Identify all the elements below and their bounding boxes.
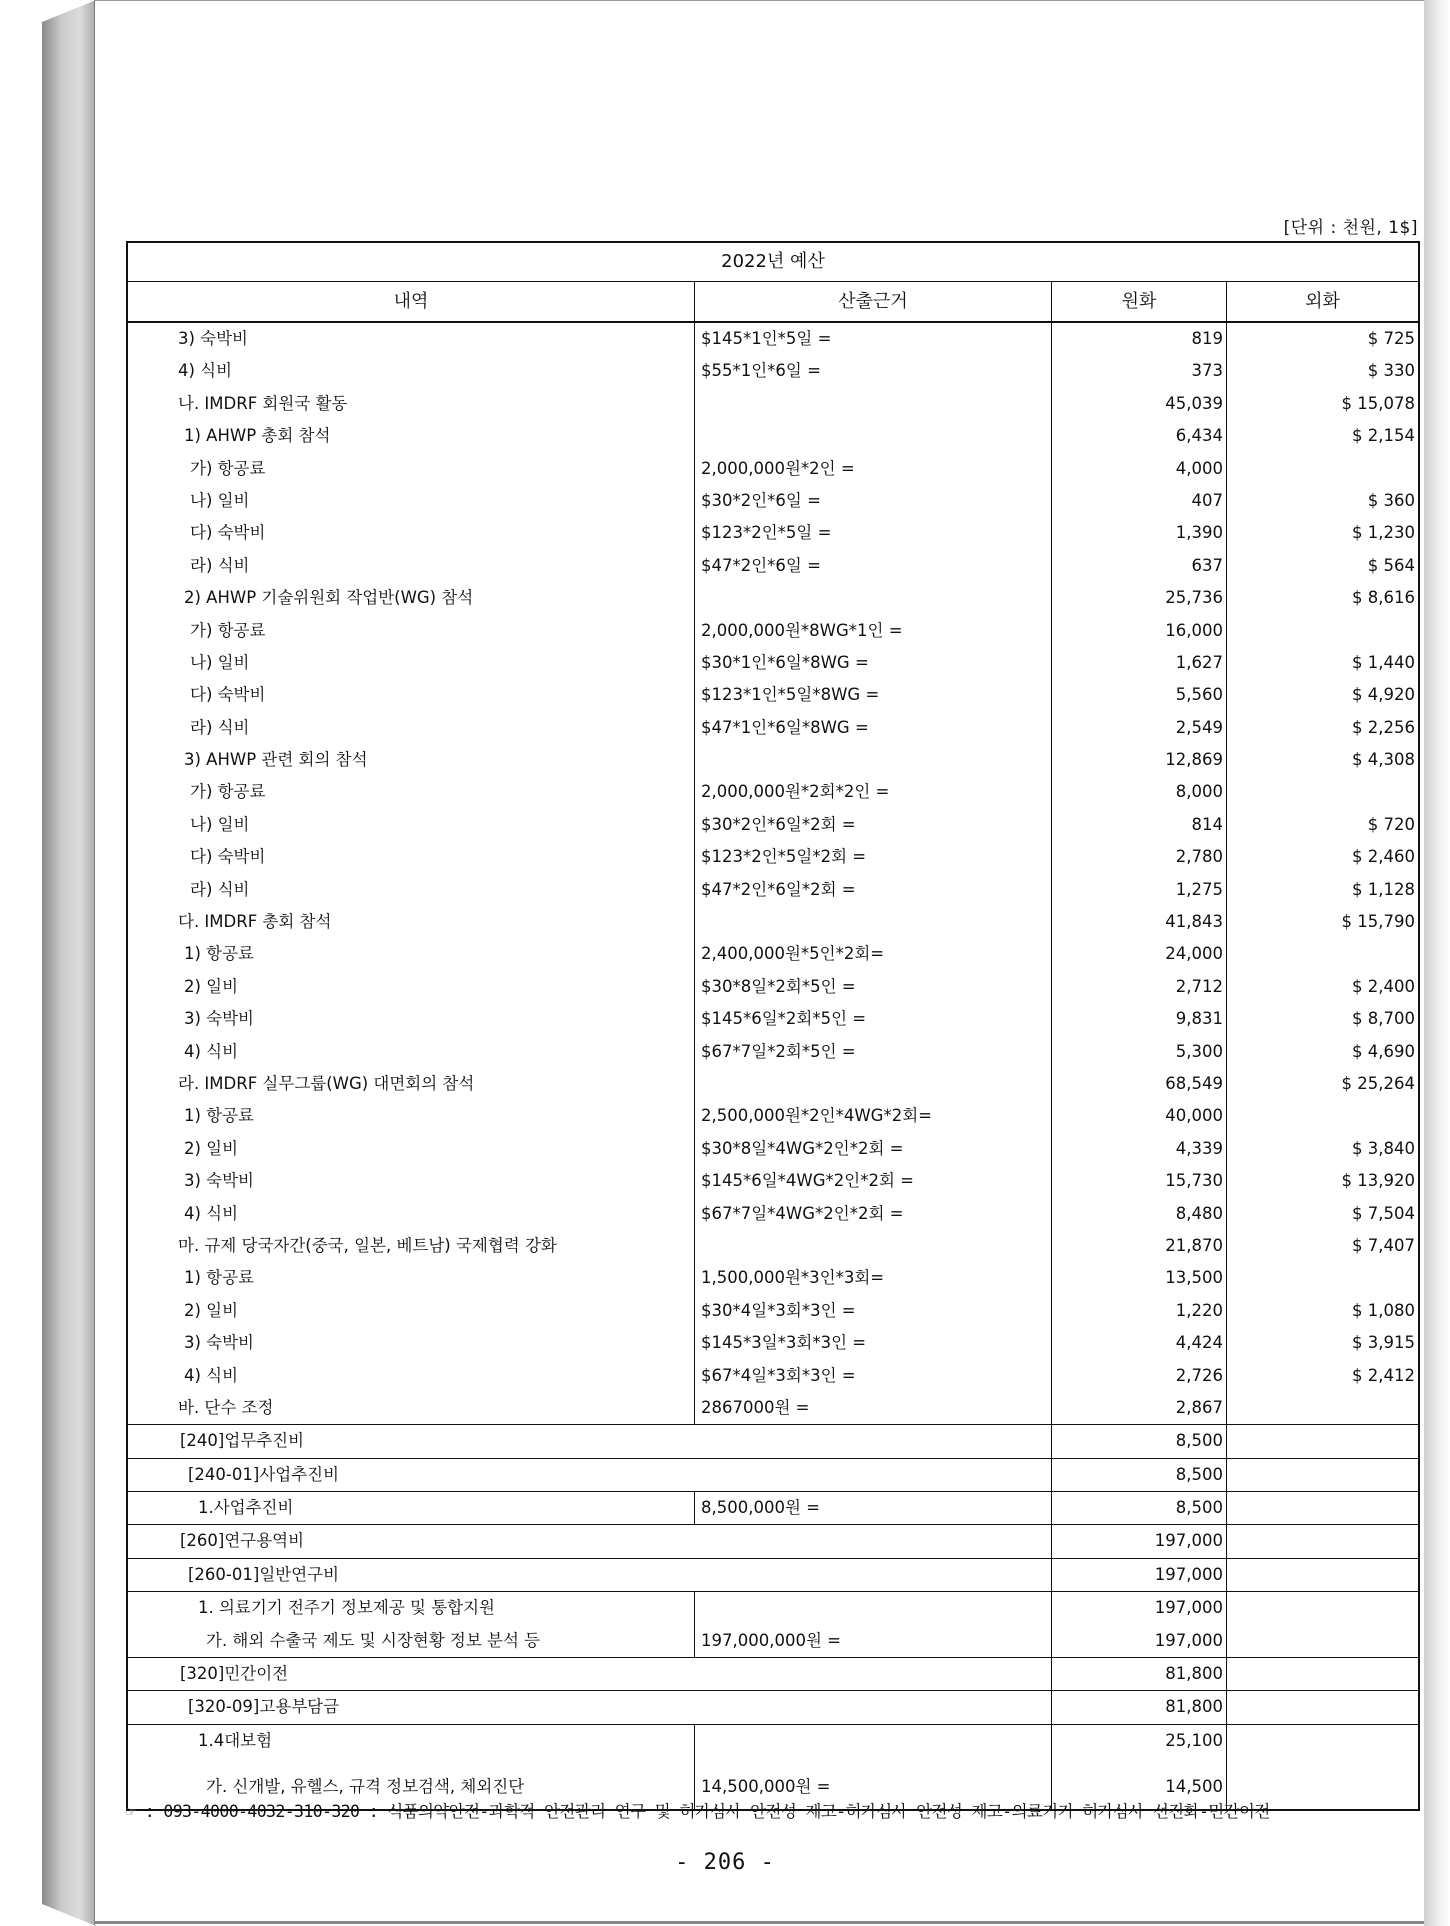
row-krw: 2,726 <box>1052 1360 1227 1392</box>
row-usd: $ 4,308 <box>1352 750 1415 770</box>
header-basis: 산출근거 <box>695 282 1052 321</box>
row-usd: $ 330 <box>1367 361 1415 381</box>
row-krw: 197,000 <box>1052 1592 1227 1624</box>
row-item: 3) AHWP 관련 회의 참석 <box>128 744 695 776</box>
row-item: 1) AHWP 총회 참석 <box>128 420 695 452</box>
row-item: 1. 의료기기 전주기 정보제공 및 통합지원 <box>128 1592 695 1624</box>
row-basis <box>695 1230 1052 1262</box>
row-usd <box>1227 1658 1418 1690</box>
table-row <box>128 1327 1418 1359</box>
row-item: 나. IMDRF 회원국 활동 <box>128 388 695 420</box>
row-item: 가. 해외 수출국 제도 및 시장현황 정보 분석 등 <box>128 1625 695 1657</box>
row-usd <box>1227 1492 1418 1524</box>
row-usd: $ 15,078 <box>1341 393 1415 413</box>
row-basis <box>695 906 1052 938</box>
row-item: 3) 숙박비 <box>128 1003 695 1035</box>
row-usd: $ 2,412 <box>1352 1365 1415 1385</box>
row-basis: $30*1인*6일*8WG = <box>695 647 1052 679</box>
table-row <box>128 971 1418 1003</box>
table-row <box>128 1491 1418 1524</box>
row-basis <box>695 1658 1052 1690</box>
row-krw: 45,039 <box>1052 388 1227 420</box>
table-row <box>128 874 1418 906</box>
row-krw: 1,627 <box>1052 647 1227 679</box>
row-item: 가. 신개발, 유헬스, 규격 정보검색, 체외진단 <box>128 1757 695 1809</box>
row-krw: 8,500 <box>1052 1425 1227 1457</box>
row-krw: 81,800 <box>1052 1658 1227 1690</box>
budget-table <box>126 241 1420 1811</box>
row-usd <box>1227 1525 1418 1557</box>
row-usd: $ 7,504 <box>1352 1203 1415 1223</box>
table-caption: 2022년 예산 <box>128 243 1418 282</box>
row-krw: 197,000 <box>1052 1525 1227 1557</box>
table-row <box>128 1392 1418 1424</box>
row-basis: $30*4일*3회*3인 = <box>695 1295 1052 1327</box>
table-row <box>128 1524 1418 1557</box>
row-basis <box>695 1425 1052 1457</box>
row-basis: 1,500,000원*3인*3회= <box>695 1262 1052 1294</box>
table-row <box>128 1003 1418 1035</box>
table-row <box>128 776 1418 808</box>
table-row <box>128 388 1418 420</box>
row-krw: 24,000 <box>1052 938 1227 970</box>
table-body <box>128 323 1418 1809</box>
row-krw: 25,100 <box>1052 1725 1227 1757</box>
row-basis: $123*2인*5일 = <box>695 517 1052 549</box>
table-row <box>128 744 1418 776</box>
table-row <box>128 906 1418 938</box>
row-usd <box>1227 453 1418 485</box>
row-item: 4) 식비 <box>128 1360 695 1392</box>
row-basis: $47*2인*6일*2회 = <box>695 874 1052 906</box>
table-row <box>128 1657 1418 1690</box>
row-basis: 2,400,000원*5인*2회= <box>695 938 1052 970</box>
row-usd: $ 8,700 <box>1352 1009 1415 1029</box>
row-krw: 13,500 <box>1052 1262 1227 1294</box>
row-usd: $ 1,128 <box>1352 879 1415 899</box>
row-item: 나) 일비 <box>128 485 695 517</box>
table-row <box>128 485 1418 517</box>
row-item: 가) 항공료 <box>128 776 695 808</box>
table-row <box>128 1724 1418 1757</box>
row-item: 3) 숙박비 <box>128 323 695 355</box>
row-basis: $30*2인*6일 = <box>695 485 1052 517</box>
row-krw: 8,000 <box>1052 776 1227 808</box>
table-row <box>128 1360 1418 1392</box>
row-item: 라) 식비 <box>128 874 695 906</box>
row-krw: 12,869 <box>1052 744 1227 776</box>
table-row <box>128 1230 1418 1262</box>
row-basis <box>695 1459 1052 1491</box>
row-basis: 197,000,000원 = <box>695 1625 1052 1657</box>
table-row <box>128 1100 1418 1132</box>
row-basis: $123*2인*5일*2회 = <box>695 841 1052 873</box>
row-item: 가) 항공료 <box>128 453 695 485</box>
row-basis: 2,000,000원*2회*2인 = <box>695 776 1052 808</box>
row-krw: 1,390 <box>1052 517 1227 549</box>
row-krw: 9,831 <box>1052 1003 1227 1035</box>
row-krw: 1,275 <box>1052 874 1227 906</box>
row-usd: $ 4,920 <box>1352 685 1415 705</box>
row-basis: 2867000원 = <box>695 1392 1052 1424</box>
row-usd: $ 2,154 <box>1352 426 1415 446</box>
row-item: 다) 숙박비 <box>128 679 695 711</box>
row-usd: $ 1,080 <box>1352 1300 1415 1320</box>
row-item: 2) 일비 <box>128 1133 695 1165</box>
row-basis: $67*7일*2회*5인 = <box>695 1036 1052 1068</box>
table-row <box>128 647 1418 679</box>
row-usd <box>1227 1100 1418 1132</box>
row-usd <box>1227 1425 1418 1457</box>
row-basis <box>695 1725 1052 1757</box>
table-row <box>128 1690 1418 1723</box>
row-item: [260-01]일반연구비 <box>188 1564 340 1584</box>
row-basis <box>695 744 1052 776</box>
row-basis <box>695 420 1052 452</box>
row-krw: 4,000 <box>1052 453 1227 485</box>
row-item: 3) 숙박비 <box>128 1165 695 1197</box>
row-basis <box>695 1559 1052 1591</box>
table-row <box>128 453 1418 485</box>
row-krw: 21,870 <box>1052 1230 1227 1262</box>
row-krw: 5,300 <box>1052 1036 1227 1068</box>
header-usd: 외화 <box>1305 291 1340 312</box>
table-row <box>128 1068 1418 1100</box>
row-basis: $30*8일*2회*5인 = <box>695 971 1052 1003</box>
row-item: 다) 숙박비 <box>128 517 695 549</box>
row-krw: 8,500 <box>1052 1459 1227 1491</box>
row-usd: $ 7,407 <box>1352 1235 1415 1255</box>
row-basis: $30*2인*6일*2회 = <box>695 809 1052 841</box>
row-item: 4) 식비 <box>128 1198 695 1230</box>
row-usd: $ 8,616 <box>1352 588 1415 608</box>
row-usd: $ 2,256 <box>1352 717 1415 737</box>
row-usd: $ 1,230 <box>1352 523 1415 543</box>
row-basis <box>695 1068 1052 1100</box>
row-basis <box>695 1592 1052 1624</box>
table-row <box>128 1262 1418 1294</box>
row-basis: $67*7일*4WG*2인*2회 = <box>695 1198 1052 1230</box>
row-krw: 2,549 <box>1052 712 1227 744</box>
table-row <box>128 1625 1418 1657</box>
table-row <box>128 615 1418 647</box>
row-krw: 197,000 <box>1052 1559 1227 1591</box>
row-krw: 14,500 <box>1052 1757 1227 1809</box>
row-krw: 5,560 <box>1052 679 1227 711</box>
table-row <box>128 1036 1418 1068</box>
row-usd: $ 2,400 <box>1352 976 1415 996</box>
table-row <box>128 420 1418 452</box>
row-item: 마. 규제 당국자간(중국, 일본, 베트남) 국제협력 강화 <box>128 1230 695 1262</box>
table-row <box>128 938 1418 970</box>
row-usd <box>1227 1691 1418 1723</box>
row-usd: $ 360 <box>1367 490 1415 510</box>
page-edge-shadow <box>1424 0 1450 1926</box>
row-krw: 8,500 <box>1052 1492 1227 1524</box>
table-row <box>128 355 1418 387</box>
table-row <box>128 1458 1418 1491</box>
row-basis <box>695 1691 1052 1723</box>
row-item: 1.4대보험 <box>128 1725 695 1757</box>
row-usd: $ 3,840 <box>1352 1138 1415 1158</box>
row-item: 라) 식비 <box>128 712 695 744</box>
row-item: [240]업무추진비 <box>180 1431 305 1451</box>
row-krw: 2,780 <box>1052 841 1227 873</box>
footnote-text: : 093-4000-4032-310-320 : 식품의약안전-과학적 안전관리 연구 및 허가심사 안전성 제고-허가심사 안전성 제고-의료기기 허가심사 선진화-민간이전 <box>144 1802 1270 1821</box>
row-item: [240-01]사업추진비 <box>188 1464 340 1484</box>
header-krw: 원화 <box>1052 282 1227 321</box>
row-item: 바. 단수 조정 <box>128 1392 695 1424</box>
row-usd <box>1227 1262 1418 1294</box>
row-item: 1) 항공료 <box>128 1100 695 1132</box>
row-usd <box>1227 1592 1418 1624</box>
table-row <box>128 1591 1418 1624</box>
row-item: 1) 항공료 <box>128 1262 695 1294</box>
row-usd: $ 4,690 <box>1352 1041 1415 1061</box>
row-basis: 14,500,000원 = <box>695 1757 1052 1809</box>
row-item: 가) 항공료 <box>128 615 695 647</box>
row-basis: $145*6일*4WG*2인*2회 = <box>695 1165 1052 1197</box>
row-usd <box>1227 938 1418 970</box>
row-basis: $123*1인*5일*8WG = <box>695 679 1052 711</box>
row-item: 2) 일비 <box>128 1295 695 1327</box>
row-usd: $ 3,915 <box>1352 1333 1415 1353</box>
row-item: 1.사업추진비 <box>128 1492 695 1524</box>
table-row <box>128 1424 1418 1457</box>
pointing-hand-icon: ☞ <box>126 1802 136 1821</box>
row-krw: 2,867 <box>1052 1392 1227 1424</box>
row-basis: $47*1인*6일*8WG = <box>695 712 1052 744</box>
row-krw: 40,000 <box>1052 1100 1227 1132</box>
row-basis: $67*4일*3회*3인 = <box>695 1360 1052 1392</box>
row-usd <box>1227 1625 1418 1657</box>
row-usd <box>1227 1459 1418 1491</box>
table-row <box>128 323 1418 355</box>
row-item: 1) 항공료 <box>128 938 695 970</box>
row-item: 나) 일비 <box>128 809 695 841</box>
row-basis: 8,500,000원 = <box>695 1492 1052 1524</box>
row-usd: $ 564 <box>1367 555 1415 575</box>
row-item: 다. IMDRF 총회 참석 <box>128 906 695 938</box>
row-krw: 1,220 <box>1052 1295 1227 1327</box>
row-item: 라. IMDRF 실무그룹(WG) 대면회의 참석 <box>128 1068 695 1100</box>
row-krw: 819 <box>1052 323 1227 355</box>
footnote <box>126 1798 1420 1822</box>
row-krw: 4,339 <box>1052 1133 1227 1165</box>
row-krw: 637 <box>1052 550 1227 582</box>
row-basis <box>695 388 1052 420</box>
table-row <box>128 517 1418 549</box>
row-krw: 197,000 <box>1052 1625 1227 1657</box>
row-usd <box>1227 1392 1418 1424</box>
table-row <box>128 1198 1418 1230</box>
table-header-row <box>128 282 1418 323</box>
row-basis: $55*1인*6일 = <box>695 355 1052 387</box>
row-krw: 68,549 <box>1052 1068 1227 1100</box>
row-item: 다) 숙박비 <box>128 841 695 873</box>
row-usd <box>1227 1725 1418 1757</box>
page-bottom-edge <box>94 1921 1424 1924</box>
row-usd: $ 2,460 <box>1352 847 1415 867</box>
row-usd: $ 1,440 <box>1352 652 1415 672</box>
row-krw: 4,424 <box>1052 1327 1227 1359</box>
row-item: 2) AHWP 기술위원회 작업반(WG) 참석 <box>128 582 695 614</box>
row-usd: $ 725 <box>1367 329 1415 348</box>
table-row <box>128 841 1418 873</box>
row-usd <box>1227 1559 1418 1591</box>
table-row <box>128 712 1418 744</box>
row-item: 3) 숙박비 <box>128 1327 695 1359</box>
row-item: 나) 일비 <box>128 647 695 679</box>
table-row <box>128 1558 1418 1591</box>
table-row <box>128 1165 1418 1197</box>
row-item: [260]연구용역비 <box>180 1531 305 1551</box>
row-basis <box>695 582 1052 614</box>
row-basis: $145*6일*2회*5인 = <box>695 1003 1052 1035</box>
row-krw: 41,843 <box>1052 906 1227 938</box>
row-usd: $ 15,790 <box>1341 912 1415 932</box>
row-krw: 16,000 <box>1052 615 1227 647</box>
row-item: [320]민간이전 <box>180 1664 289 1684</box>
row-basis: $145*1인*5일 = <box>695 323 1052 355</box>
row-krw: 15,730 <box>1052 1165 1227 1197</box>
row-basis: $145*3일*3회*3인 = <box>695 1327 1052 1359</box>
row-krw: 814 <box>1052 809 1227 841</box>
table-row <box>128 1133 1418 1165</box>
table-row <box>128 809 1418 841</box>
row-basis <box>695 1525 1052 1557</box>
row-usd: $ 13,920 <box>1341 1171 1415 1191</box>
page-number: - 206 - <box>675 1850 775 1875</box>
row-krw: 8,480 <box>1052 1198 1227 1230</box>
table-row <box>128 550 1418 582</box>
row-krw: 2,712 <box>1052 971 1227 1003</box>
row-basis: $47*2인*6일 = <box>695 550 1052 582</box>
row-usd: $ 25,264 <box>1341 1073 1415 1093</box>
row-item: 2) 일비 <box>128 971 695 1003</box>
row-item: 4) 식비 <box>128 1036 695 1068</box>
row-krw: 373 <box>1052 355 1227 387</box>
row-basis: $30*8일*4WG*2인*2회 = <box>695 1133 1052 1165</box>
row-krw: 25,736 <box>1052 582 1227 614</box>
row-item: [320-09]고용부담금 <box>188 1697 340 1717</box>
row-basis: 2,000,000원*2인 = <box>695 453 1052 485</box>
row-usd: $ 720 <box>1367 814 1415 834</box>
row-usd <box>1227 776 1418 808</box>
row-krw: 407 <box>1052 485 1227 517</box>
row-item: 라) 식비 <box>128 550 695 582</box>
row-basis: 2,500,000원*2인*4WG*2회= <box>695 1100 1052 1132</box>
row-krw: 81,800 <box>1052 1691 1227 1723</box>
unit-label: [단위 : 천원, 1$] <box>1283 218 1418 238</box>
header-item: 내역 <box>128 282 695 321</box>
table-row <box>128 1295 1418 1327</box>
binder-spine <box>42 0 96 1926</box>
row-basis: 2,000,000원*8WG*1인 = <box>695 615 1052 647</box>
row-krw: 6,434 <box>1052 420 1227 452</box>
table-row <box>128 582 1418 614</box>
row-item: 4) 식비 <box>128 355 695 387</box>
row-usd <box>1227 615 1418 647</box>
table-row <box>128 679 1418 711</box>
